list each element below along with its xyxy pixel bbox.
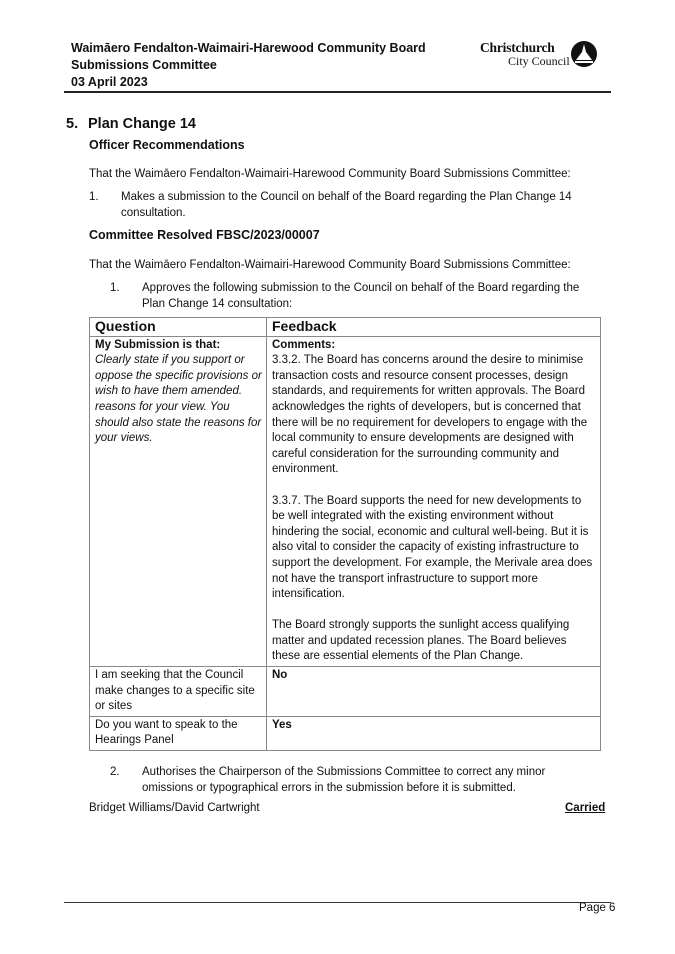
footer-divider bbox=[64, 902, 611, 903]
header-divider bbox=[64, 91, 611, 93]
resolved-intro: That the Waimāero Fendalton-Waimairi-Harewood Community Board Submissions Committee: bbox=[89, 259, 571, 271]
feedback-cell bbox=[267, 336, 601, 666]
resolved-item-2-line2: omissions or typographical errors in the submission before it is submitted. bbox=[142, 782, 516, 794]
table-row bbox=[90, 716, 601, 750]
list-number: 2. bbox=[110, 766, 120, 778]
question-cell: I am seeking that the Council make changes to a specific site or sites bbox=[90, 667, 267, 717]
question-cell bbox=[90, 336, 267, 666]
cathedral-emblem-icon bbox=[570, 40, 598, 68]
list-number: 1. bbox=[110, 282, 120, 294]
logo-text-line2: City Council bbox=[508, 54, 570, 68]
column-header-question: Question bbox=[90, 318, 267, 337]
officer-item-1-line1: Makes a submission to the Council on behalf of the Board regarding the Plan Change 14 bbox=[121, 191, 572, 203]
resolved-item-2-line1: Authorises the Chairperson of the Submissions Committee to correct any minor bbox=[142, 766, 546, 778]
officer-intro: That the Waimāero Fendalton-Waimairi-Harewood Community Board Submissions Committee: bbox=[89, 168, 571, 180]
section-heading bbox=[66, 116, 196, 132]
committee-resolved-heading: Committee Resolved FBSC/2023/00007 bbox=[89, 228, 320, 242]
column-header-feedback: Feedback bbox=[267, 318, 601, 337]
council-logo bbox=[480, 40, 600, 70]
feedback-paragraph: 3.3.2. The Board has concerns around the desire to minimise transaction costs and resource consent processes, design standards, and requirements for written approvals. The Board acknowledges the rights of developers, but is concerned that there will be no requirement for developers to engage with the local community to ensure developments are designed with careful consideration for the surrounding community and environment. bbox=[272, 354, 588, 476]
question-cell: Do you want to speak to the Hearings Panel bbox=[90, 716, 267, 750]
table-header-row bbox=[90, 318, 601, 337]
answer-cell: Yes bbox=[267, 716, 601, 750]
carried-status: Carried bbox=[565, 802, 606, 814]
section-number: 5. bbox=[66, 116, 79, 132]
question-hint: Clearly state if you support or oppose the specific provisions or wish to have them amended. reasons for your view. You should also state the reasons for your views. bbox=[95, 354, 262, 445]
submission-table bbox=[89, 317, 601, 751]
list-number: 1. bbox=[89, 191, 99, 203]
feedback-paragraph: 3.3.7. The Board supports the need for new developments to be well integrated with the existing environment without hindering the social, economic and cultural well-being. But it is also vital to consider the capacity of existing infrastructure to support the development. For example, the Merivale area does not have the transport infrastructure to support more intensification. bbox=[272, 494, 593, 601]
logo-text-line1: Christchurch bbox=[480, 40, 555, 55]
officer-recommendations-heading: Officer Recommendations bbox=[89, 138, 245, 152]
mover-seconder: Bridget Williams/David Cartwright bbox=[89, 802, 260, 814]
comments-label: Comments: bbox=[272, 338, 336, 351]
feedback-paragraph: The Board strongly supports the sunlight access qualifying matter and updated recession planes. The Board believes these are essential elements of the Plan Change. bbox=[272, 619, 570, 663]
header-board-name: Waimāero Fendalton-Waimairi-Harewood Community Board bbox=[71, 41, 426, 55]
page-number: Page 6 bbox=[579, 902, 616, 914]
header-committee: Submissions Committee bbox=[71, 58, 217, 72]
page-header bbox=[71, 40, 471, 91]
header-date: 03 April 2023 bbox=[71, 75, 148, 89]
resolved-item-1-line2: Plan Change 14 consultation: bbox=[142, 298, 293, 310]
officer-item-1-line2: consultation. bbox=[121, 207, 186, 219]
answer-cell: No bbox=[267, 667, 601, 717]
table-row bbox=[90, 336, 601, 666]
resolved-item-1-line1: Approves the following submission to the Council on behalf of the Board regarding the bbox=[142, 282, 580, 294]
table-row bbox=[90, 667, 601, 717]
question-label: My Submission is that: bbox=[95, 338, 221, 351]
section-title: Plan Change 14 bbox=[88, 116, 196, 132]
